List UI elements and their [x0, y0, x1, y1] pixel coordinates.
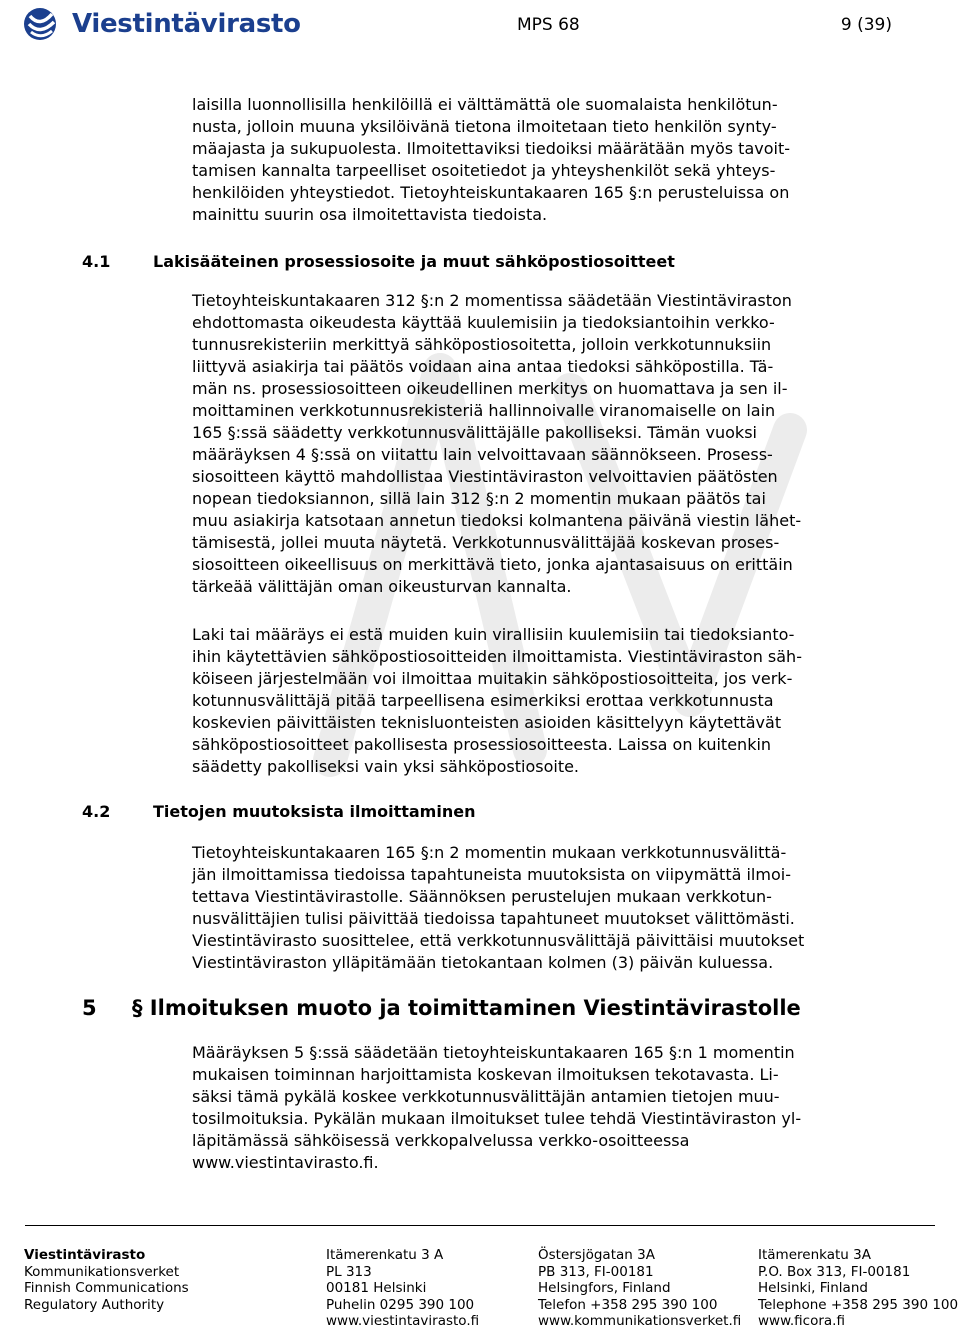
footer-line: Finnish Communications — [24, 1280, 189, 1296]
footer-agency-name: Viestintävirasto — [24, 1247, 146, 1263]
footer-line: Telefon +358 295 390 100 — [538, 1296, 718, 1313]
footer-website-link[interactable]: www.viestintavirasto.fi — [326, 1313, 480, 1329]
section-5-number: 5 — [82, 996, 97, 1020]
footer-line: 00181 Helsinki — [326, 1280, 427, 1296]
section-4-2-title: Tietojen muutoksista ilmoittaminen — [153, 802, 476, 821]
footer-line: Itämerenkatu 3A — [758, 1247, 871, 1263]
footer-column-4 — [758, 1247, 958, 1330]
footer-line: Regulatory Authority — [24, 1296, 165, 1313]
section-4-1-paragraph-1: Tietoyhteiskuntakaaren 312 §:n 2 momentissa säädetään Viestintäviraston ehdottomasta oikeudesta käyttää kuulemisiin ja tiedoksiantoihin verkko- tunnusrekisteriin merkittyä sähköpostiosoitetta, jolloin verkkotunnuksiin liittyvä asiakirja tai päätös voidaan aina antaa tiedoksi sähköpostilla. Tä- män ns. prosessiosoitteen oikeudellinen merkitys on huomattava ja sen il- moittaminen verkkotunnusrekisteriä hallinnoivalle viranomaiselle on lain 165 §:ssä säädetty verkkotunnusvälittäjälle pakolliseksi. Tämän vuoksi määräyksen 4 §:ssä on viitattu lain velvoittavaan säännökseen. Prosess- siosoitteen käyttö mahdollistaa Viestintäviraston velvoittavien päätösten nopean tiedoksiannon, sillä lain 312 §:n 2 momentin mukaan päätös tai muu asiakirja katsotaan annetun tiedoksi kolmantena päivänä viestin lähet- tämisestä, jollei muuta näytetä. Verkkotunnusvälittäjää koskevan proses- siosoitteen oikeellisuus on merkittävä tieto, jonka ajantasaisuus on erittäin tärkeää välittäjän oman oikeusturvan kannalta. — [192, 291, 802, 596]
page-number: 9 (39) — [840, 15, 892, 35]
footer-column-3 — [538, 1247, 750, 1330]
footer-line: Helsinki, Finland — [758, 1280, 868, 1296]
footer-line: PL 313 — [326, 1263, 372, 1280]
footer-line: Helsingfors, Finland — [538, 1280, 671, 1296]
footer-line: Telephone +358 295 390 100 — [758, 1296, 959, 1313]
ficora-logo-icon — [22, 6, 66, 42]
footer-column-1 — [24, 1247, 236, 1313]
footer-website-link[interactable]: www.kommunikationsverket.fi — [538, 1313, 742, 1329]
section-4-1-title: Lakisääteinen prosessiosoite ja muut sähköpostiosoitteet — [153, 252, 675, 271]
section-4-1-number: 4.1 — [82, 252, 111, 271]
logo-text: Viestintävirasto — [72, 9, 301, 39]
section-4-2-number: 4.2 — [82, 802, 111, 821]
footer-column-2 — [326, 1247, 538, 1330]
footer-line: Itämerenkatu 3 A — [326, 1247, 444, 1263]
footer-line: PB 313, FI-00181 — [538, 1263, 654, 1280]
intro-paragraph: laisilla luonnollisilla henkilöillä ei välttämättä ole suomalaista henkilötun- nusta, jolloin muuna yksilöivänä tietona ilmoitetaan tieto henkilön synty- mäajasta ja sukupuolesta. Ilmoitettaviksi tiedoiksi määrätään myös tavoit- tamisen kannalta tarpeelliset osoitetiedot ja yhteyshenkilöt sekä yhteys- henkilöiden yhteystiedot. Tietoyhteiskuntakaaren 165 §:n perusteluissa on mainittu suurin osa ilmoitettavista tiedoista. — [192, 95, 790, 224]
section-5-paragraph-1: Määräyksen 5 §:ssä säädetään tietoyhteiskuntakaaren 165 §:n 1 momentin mukaisen toiminnan harjoittamista koskevan ilmoituksen tekotavasta. Li- säksi tämä pykälä koskee verkkotunnusvälittäjän antamien tietojen muu- tosilmoituksia. Pykälän mukaan ilmoitukset tulee tehdä Viestintäviraston yl- läpitämässä sähköisessä verkkopalvelussa verkko-osoitteessa www.viestintavirasto.fi. — [192, 1043, 802, 1172]
footer-line: Kommunikationsverket — [24, 1263, 180, 1280]
footer-website-link[interactable]: www.ficora.fi — [758, 1313, 845, 1329]
footer-line: Puhelin 0295 390 100 — [326, 1296, 475, 1313]
section-4-1-paragraph-2: Laki tai määräys ei estä muiden kuin virallisiin kuulemisiin tai tiedoksianto- ihin käytettävien sähköpostiosoitteiden ilmoittamista. Viestintäviraston säh- köiseen järjestelmään voi ilmoittaa muitakin sähköpostiosoitteita, jos verk- kotunnusvälittäjä pitää tarpeellisena esimerkiksi erottaa verkkotunnusta koskevien päivittäisten teknisluonteisten asioiden käsittelyyn käytettävät sähköpostiosoitteet pakollisesta prosessiosoitteesta. Laissa on kuitenkin säädetty pakolliseksi vain yksi sähköpostiosoite. — [192, 625, 802, 776]
document-id: MPS 68 — [517, 15, 580, 35]
footer-divider — [25, 1225, 935, 1226]
section-5-title: § Ilmoituksen muoto ja toimittaminen Viestintävirastolle — [132, 996, 801, 1020]
header-logo — [22, 6, 301, 42]
footer-line: P.O. Box 313, FI-00181 — [758, 1263, 911, 1280]
section-4-2-paragraph-1: Tietoyhteiskuntakaaren 165 §:n 2 momentin mukaan verkkotunnusvälittä- jän ilmoittamissa tiedoissa tapahtuneista muutoksista on viipymättä ilmoi- tettava Viestintävirastolle. Säännöksen perustelujen mukaan verkkotun- nusvälittäjien tulisi päivittää tiedoissa tapahtuneet muutokset välittömästi. Viestintävirasto suosittelee, että verkkotunnusvälittäjä päivittäisi muutokset Viestintäviraston ylläpitämään tietokantaan kolmen (3) päivän kuluessa. — [192, 843, 805, 972]
footer-line: Östersjögatan 3A — [538, 1247, 655, 1263]
